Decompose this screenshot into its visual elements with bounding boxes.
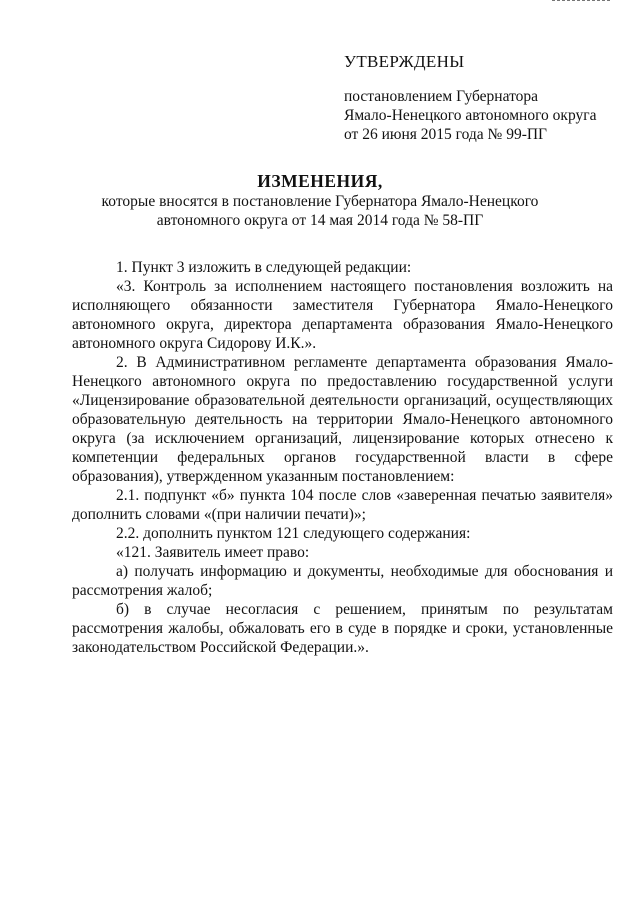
paragraph-6: «121. Заявитель имеет право: [116,544,310,561]
paragraph-5: 2.2. дополнить пунктом 121 следующего содержания: [116,525,471,542]
approval-line-region: Ямало-Ненецкого автономного округа [344,107,597,124]
paragraph-1: 1. Пункт 3 изложить в следующей редакции: [116,259,412,276]
approval-heading: УТВЕРЖДЕНЫ [344,52,465,71]
document-title-block [60,170,580,230]
paragraph-3: 2. В Административном регламенте департамента образования Ямало-Ненецкого автономного округа по предоставлению государственной услуги «Лицензирование образовательной деятельности организаций, осуществляющих образовательную деятельность на территории Ямало-Ненецкого автономного округа (за исключением организаций, лицензирование которых отнесено к компетенции федеральных органов государственной власти в сфере образования), утвержденном указанным постановлением: [72,354,613,485]
approval-line-decree: постановлением Губернатора [344,88,539,105]
document-subtitle-line-2: автономного округа от 14 мая 2014 года № 58-ПГ [156,212,484,229]
document-title: ИЗМЕНЕНИЯ, [257,171,383,191]
document-body [72,258,613,657]
paragraph-7: а) получать информацию и документы, необходимые для обоснования и рассмотрения жалоб; [72,563,613,599]
paragraph-4: 2.1. подпункт «б» пункта 104 после слов «заверенная печатью заявителя» дополнить словами «(при наличии печати)»; [72,487,613,523]
scan-corner-mark [552,0,610,4]
paragraph-2: «3. Контроль за исполнением настоящего постановления возложить на исполняющего обязанности заместителя Губернатора Ямало-Ненецкого автономного округа, директора департамента образования Ямало-Ненецкого автономного округа Сидорову И.К.». [72,278,613,352]
approval-line-date: от 26 июня 2015 года № 99-ПГ [344,126,548,143]
approval-block [344,52,634,144]
document-subtitle-line-1: которые вносятся в постановление Губернатора Ямало-Ненецкого [101,193,539,210]
paragraph-8: б) в случае несогласия с решением, принятым по результатам рассмотрения жалобы, обжаловать его в суде в порядке и сроки, установленные законодательством Российской Федерации.». [72,601,613,656]
